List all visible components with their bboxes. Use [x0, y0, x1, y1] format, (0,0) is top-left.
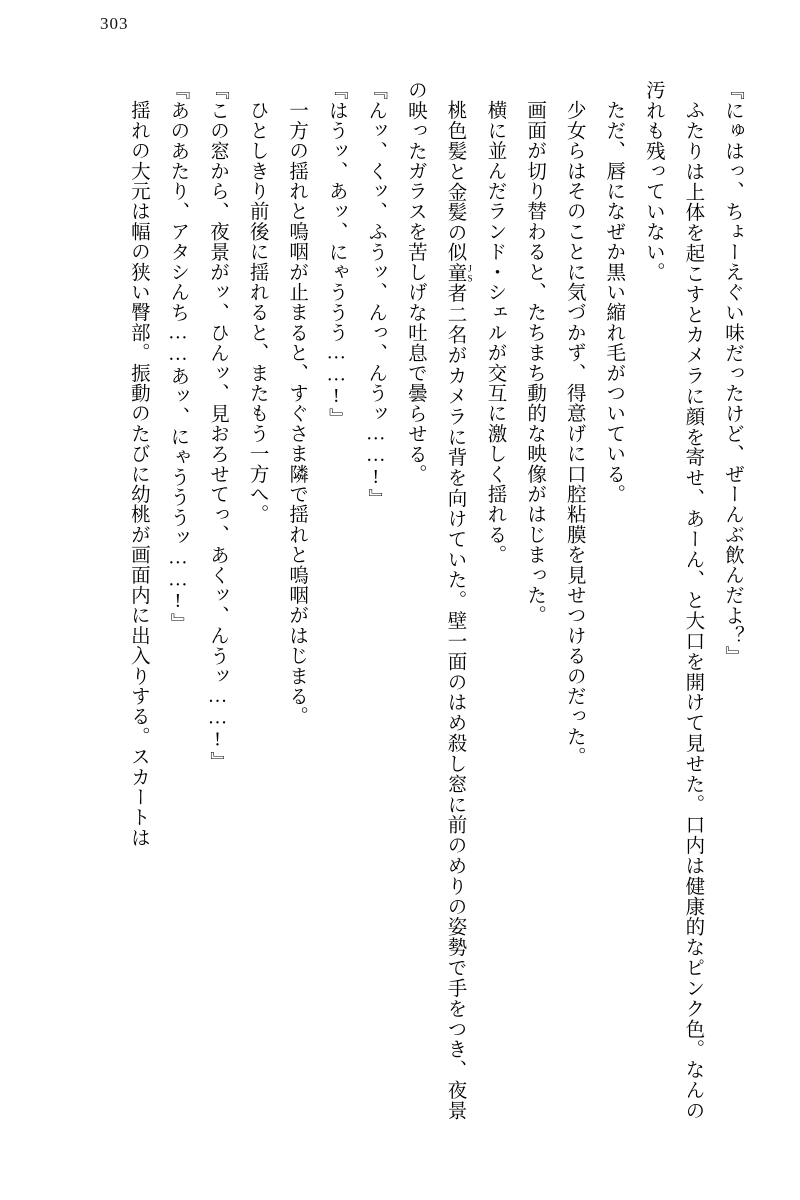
paragraph-12: 『この窓から、夜景がッ、ひんッ、見おろせてっ、あくッ、んうッ……!』 — [206, 80, 228, 772]
paragraph-11: ひとしきり前後に揺れると、またもう一方へ。 — [246, 99, 268, 524]
page-body-text — [60, 80, 752, 1120]
paragraph-7-with-ruby — [395, 80, 475, 1120]
paragraph-14: 揺れの大元は幅の狭い臀部。振動のたびに幼桃が画面内に出入りする。スカートは — [127, 99, 149, 847]
paragraph-6: 横に並んだランド・シェルが交互に激しく揺れる。 — [484, 99, 506, 565]
ruby-annotation — [444, 242, 475, 304]
paragraph-8: 『んッ、くッ、ふうッ、んっ、んうッ……!』 — [365, 80, 387, 509]
ruby-base: 似童者 — [444, 242, 466, 304]
paragraph-5: 画面が切り替わると、たちまち動的な映像がはじまった。 — [524, 99, 546, 625]
paragraph-7-part-b: 二名がカメラに背を向けていた。壁一面のはめ殺し窓に前のめりの姿勢で手をつき、夜景の映ったガラスを苦しげな吐息で曇らせる。 — [404, 80, 466, 1121]
paragraph-1: 『にゅはっ、ちょーえぐい味だったけど、ぜーんぶ飲んだよ？』 — [722, 80, 743, 666]
paragraph-7-part-a: 桃色髪と金髪の — [444, 99, 466, 243]
paragraph-10: 一方の揺れと嗚咽が止まると、すぐさま隣で揺れと嗚咽がはじまる。 — [286, 99, 308, 726]
paragraph-3: ただ、唇になぜか黒い縮れ毛がついている。 — [603, 99, 625, 504]
paragraph-13: 『あのあたり、アタシんち……あッ、にゃうううッ……!』 — [167, 80, 189, 633]
paragraph-2: ふたりは上体を起こすとカメラに顔を寄せ、あーん、と大口を開けて見せた。口内は健康的なピンク色。なんの汚れも残っていない。 — [642, 80, 704, 1120]
ruby-text: JS — [464, 242, 475, 304]
paragraph-4: 少女らはそのことに気づかず、得意げに口腔粘膜を見せつけるのだった。 — [563, 99, 585, 767]
paragraph-9: 『はうッ、あッ、にゃううう……!』 — [325, 80, 347, 428]
page-number: 303 — [100, 14, 129, 33]
